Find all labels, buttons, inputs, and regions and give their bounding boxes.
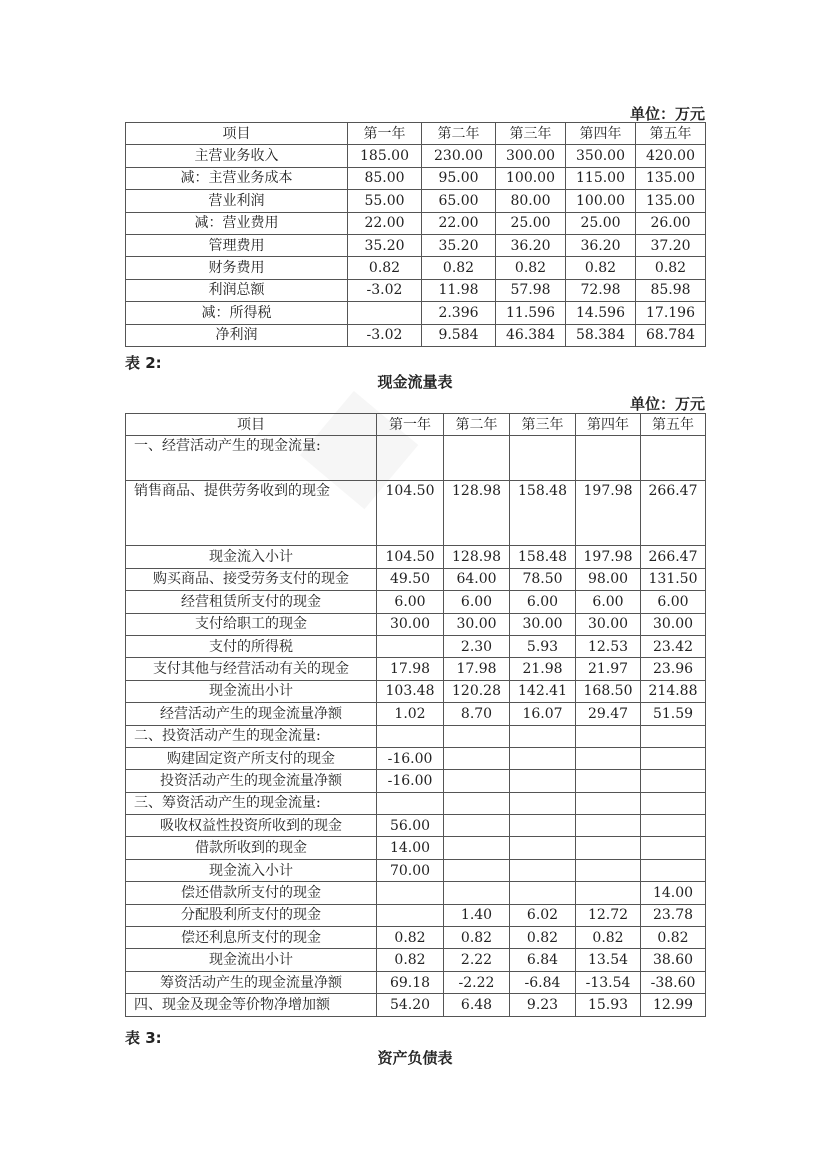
- cell-year-4: 58.384: [566, 324, 636, 346]
- cell-year-5: 38.60: [641, 949, 706, 971]
- cell-year-1: 104.50: [377, 546, 444, 568]
- cell-year-2: [444, 792, 510, 814]
- header-year-2: 第二年: [444, 414, 510, 436]
- table-row: [126, 949, 706, 971]
- row-label: 主营业务收入: [126, 145, 348, 167]
- cell-year-5: -38.60: [641, 971, 706, 993]
- cell-year-3: 57.98: [496, 279, 566, 301]
- row-label: 一、经营活动产生的现金流量:: [126, 436, 377, 481]
- row-label: 净利润: [126, 324, 348, 346]
- cell-year-2: 128.98: [444, 481, 510, 546]
- cell-year-2: 30.00: [444, 613, 510, 635]
- header-year-1: 第一年: [377, 414, 444, 436]
- cell-year-5: [641, 815, 706, 837]
- cell-year-1: 0.82: [377, 927, 444, 949]
- cell-year-5: 30.00: [641, 613, 706, 635]
- row-label: 财务费用: [126, 257, 348, 279]
- row-label: 现金流出小计: [126, 680, 377, 702]
- cell-year-1: 0.82: [377, 949, 444, 971]
- table-row: [126, 792, 706, 814]
- row-label: 三、筹资活动产生的现金流量:: [126, 792, 377, 814]
- cell-year-1: -3.02: [348, 324, 422, 346]
- row-label: 二、投资活动产生的现金流量:: [126, 725, 377, 747]
- row-label: 销售商品、提供劳务收到的现金: [126, 481, 377, 546]
- cell-year-2: 2.22: [444, 949, 510, 971]
- header-year-4: 第四年: [566, 123, 636, 145]
- cell-year-1: 0.82: [348, 257, 422, 279]
- cell-year-1: -16.00: [377, 770, 444, 792]
- cell-year-5: 0.82: [641, 927, 706, 949]
- table-row: [126, 703, 706, 725]
- row-label: 经营租赁所支付的现金: [126, 591, 377, 613]
- cell-year-5: 14.00: [641, 882, 706, 904]
- cell-year-3: 11.596: [496, 302, 566, 324]
- header-item: 项目: [126, 414, 377, 436]
- table-row: [126, 658, 706, 680]
- table3-title: 资产负债表: [377, 1049, 453, 1067]
- cell-year-4: 30.00: [576, 613, 641, 635]
- cell-year-4: [576, 770, 641, 792]
- cell-year-1: 54.20: [377, 994, 444, 1016]
- cell-year-3: 21.98: [510, 658, 576, 680]
- row-label: 借款所收到的现金: [126, 837, 377, 859]
- cell-year-2: 64.00: [444, 568, 510, 590]
- cell-year-2: 230.00: [422, 145, 496, 167]
- cell-year-3: 9.23: [510, 994, 576, 1016]
- table-row: [126, 234, 706, 256]
- cell-year-5: 266.47: [641, 546, 706, 568]
- cell-year-3: [510, 837, 576, 859]
- cell-year-1: 22.00: [348, 212, 422, 234]
- cell-year-2: 0.82: [444, 927, 510, 949]
- cell-year-2: 120.28: [444, 680, 510, 702]
- cell-year-5: [641, 436, 706, 481]
- cell-year-4: [576, 436, 641, 481]
- cell-year-4: 6.00: [576, 591, 641, 613]
- cell-year-4: 72.98: [566, 279, 636, 301]
- row-label: 四、现金及现金等价物净增加额: [126, 994, 377, 1016]
- table-row: [126, 770, 706, 792]
- table-row: [126, 257, 706, 279]
- cell-year-2: 2.30: [444, 635, 510, 657]
- cell-year-4: 15.93: [576, 994, 641, 1016]
- row-label: 投资活动产生的现金流量净额: [126, 770, 377, 792]
- row-label: 减：营业费用: [126, 212, 348, 234]
- cell-year-1: 85.00: [348, 167, 422, 189]
- cell-year-4: [576, 725, 641, 747]
- cell-year-3: 0.82: [510, 927, 576, 949]
- cell-year-2: [444, 436, 510, 481]
- cell-year-4: [576, 837, 641, 859]
- cell-year-5: [641, 747, 706, 769]
- table-row: [126, 568, 706, 590]
- row-label: 营业利润: [126, 190, 348, 212]
- table-row: [126, 436, 706, 481]
- cell-year-3: 6.00: [510, 591, 576, 613]
- cell-year-5: [641, 837, 706, 859]
- header-year-1: 第一年: [348, 123, 422, 145]
- cell-year-1: [377, 635, 444, 657]
- cell-year-2: 1.40: [444, 904, 510, 926]
- header-item: 项目: [126, 123, 348, 145]
- cell-year-1: 49.50: [377, 568, 444, 590]
- table-row: [126, 145, 706, 167]
- cell-year-5: 12.99: [641, 994, 706, 1016]
- table-row: [126, 859, 706, 881]
- cell-year-4: 36.20: [566, 234, 636, 256]
- cell-year-4: 197.98: [576, 481, 641, 546]
- cell-year-2: 95.00: [422, 167, 496, 189]
- cell-year-3: 30.00: [510, 613, 576, 635]
- row-label: 分配股利所支付的现金: [126, 904, 377, 926]
- cell-year-1: 103.48: [377, 680, 444, 702]
- cell-year-5: 85.98: [636, 279, 706, 301]
- cell-year-3: 25.00: [496, 212, 566, 234]
- cash-flow-table: [125, 413, 706, 1017]
- cell-year-1: [377, 436, 444, 481]
- row-label: 购建固定资产所支付的现金: [126, 747, 377, 769]
- table-row: [126, 591, 706, 613]
- cell-year-3: 100.00: [496, 167, 566, 189]
- cell-year-2: 9.584: [422, 324, 496, 346]
- cell-year-4: 0.82: [566, 257, 636, 279]
- table-row: [126, 747, 706, 769]
- cell-year-4: 350.00: [566, 145, 636, 167]
- cell-year-3: 78.50: [510, 568, 576, 590]
- cell-year-1: -16.00: [377, 747, 444, 769]
- cell-year-4: 12.72: [576, 904, 641, 926]
- table-row: [126, 190, 706, 212]
- header-year-3: 第三年: [496, 123, 566, 145]
- table-row: [126, 815, 706, 837]
- cell-year-5: 26.00: [636, 212, 706, 234]
- cell-year-4: 0.82: [576, 927, 641, 949]
- cell-year-5: 420.00: [636, 145, 706, 167]
- cell-year-1: [348, 302, 422, 324]
- cell-year-1: 14.00: [377, 837, 444, 859]
- cell-year-4: [576, 792, 641, 814]
- table-row: [126, 546, 706, 568]
- table-row: [126, 882, 706, 904]
- cell-year-5: [641, 792, 706, 814]
- header-year-4: 第四年: [576, 414, 641, 436]
- cell-year-5: 37.20: [636, 234, 706, 256]
- cell-year-1: 56.00: [377, 815, 444, 837]
- cell-year-2: [444, 725, 510, 747]
- table-row: [126, 613, 706, 635]
- cell-year-1: -3.02: [348, 279, 422, 301]
- row-label: 利润总额: [126, 279, 348, 301]
- row-label: 减：所得税: [126, 302, 348, 324]
- cell-year-4: 168.50: [576, 680, 641, 702]
- cell-year-5: [641, 859, 706, 881]
- cell-year-2: -2.22: [444, 971, 510, 993]
- row-label: 经营活动产生的现金流量净额: [126, 703, 377, 725]
- table-row: [126, 212, 706, 234]
- cell-year-3: [510, 859, 576, 881]
- cell-year-1: 104.50: [377, 481, 444, 546]
- cell-year-3: 300.00: [496, 145, 566, 167]
- table-row: [126, 680, 706, 702]
- cell-year-3: [510, 792, 576, 814]
- cell-year-4: 14.596: [566, 302, 636, 324]
- cell-year-2: [444, 837, 510, 859]
- table-row: [126, 927, 706, 949]
- cell-year-3: [510, 882, 576, 904]
- cell-year-1: 35.20: [348, 234, 422, 256]
- cell-year-2: 17.98: [444, 658, 510, 680]
- cell-year-2: 11.98: [422, 279, 496, 301]
- cell-year-4: 98.00: [576, 568, 641, 590]
- cell-year-1: 6.00: [377, 591, 444, 613]
- cell-year-3: 16.07: [510, 703, 576, 725]
- cell-year-2: [444, 882, 510, 904]
- cell-year-5: 131.50: [641, 568, 706, 590]
- cell-year-4: 13.54: [576, 949, 641, 971]
- cell-year-1: 185.00: [348, 145, 422, 167]
- cell-year-3: 36.20: [496, 234, 566, 256]
- cell-year-2: [444, 859, 510, 881]
- row-label: 筹资活动产生的现金流量净额: [126, 971, 377, 993]
- row-label: 现金流入小计: [126, 546, 377, 568]
- cell-year-2: 6.48: [444, 994, 510, 1016]
- table-row: [126, 725, 706, 747]
- cell-year-1: [377, 904, 444, 926]
- cell-year-3: 6.84: [510, 949, 576, 971]
- cell-year-4: 12.53: [576, 635, 641, 657]
- cell-year-4: 21.97: [576, 658, 641, 680]
- cell-year-1: [377, 725, 444, 747]
- table-row: [126, 167, 706, 189]
- income-statement-table: [125, 122, 706, 347]
- table-row: [126, 971, 706, 993]
- row-label: 现金流入小计: [126, 859, 377, 881]
- cell-year-5: 23.96: [641, 658, 706, 680]
- cell-year-5: 135.00: [636, 167, 706, 189]
- cell-year-2: [444, 815, 510, 837]
- header-year-5: 第五年: [641, 414, 706, 436]
- cell-year-5: [641, 725, 706, 747]
- cell-year-5: 214.88: [641, 680, 706, 702]
- cell-year-2: 128.98: [444, 546, 510, 568]
- cell-year-5: 6.00: [641, 591, 706, 613]
- cell-year-4: [576, 815, 641, 837]
- cell-year-5: 135.00: [636, 190, 706, 212]
- header-year-5: 第五年: [636, 123, 706, 145]
- cell-year-2: 0.82: [422, 257, 496, 279]
- cell-year-5: 0.82: [636, 257, 706, 279]
- cell-year-4: 25.00: [566, 212, 636, 234]
- table2-label: 表 2:: [125, 354, 162, 372]
- cell-year-1: [377, 792, 444, 814]
- table-row: [126, 324, 706, 346]
- cell-year-1: 69.18: [377, 971, 444, 993]
- table2-unit: 单位：万元: [629, 395, 705, 413]
- cell-year-3: 80.00: [496, 190, 566, 212]
- cell-year-4: -13.54: [576, 971, 641, 993]
- row-label: 吸收权益性投资所收到的现金: [126, 815, 377, 837]
- table-row: [126, 481, 706, 546]
- cell-year-3: 46.384: [496, 324, 566, 346]
- cell-year-3: [510, 436, 576, 481]
- cell-year-3: [510, 815, 576, 837]
- cell-year-2: 22.00: [422, 212, 496, 234]
- cell-year-4: [576, 747, 641, 769]
- header-year-3: 第三年: [510, 414, 576, 436]
- cell-year-3: 6.02: [510, 904, 576, 926]
- cell-year-3: [510, 770, 576, 792]
- table-row: [126, 837, 706, 859]
- cell-year-3: 5.93: [510, 635, 576, 657]
- cell-year-1: 55.00: [348, 190, 422, 212]
- cell-year-3: 142.41: [510, 680, 576, 702]
- cell-year-5: 17.196: [636, 302, 706, 324]
- cell-year-5: 23.42: [641, 635, 706, 657]
- cell-year-5: 23.78: [641, 904, 706, 926]
- cell-year-1: 30.00: [377, 613, 444, 635]
- cell-year-1: [377, 882, 444, 904]
- cell-year-4: 29.47: [576, 703, 641, 725]
- cell-year-1: 1.02: [377, 703, 444, 725]
- cell-year-5: 68.784: [636, 324, 706, 346]
- cell-year-4: 100.00: [566, 190, 636, 212]
- row-label: 支付的所得税: [126, 635, 377, 657]
- cell-year-2: [444, 747, 510, 769]
- cell-year-1: 17.98: [377, 658, 444, 680]
- row-label: 支付其他与经营活动有关的现金: [126, 658, 377, 680]
- row-label: 购买商品、接受劳务支付的现金: [126, 568, 377, 590]
- cell-year-5: [641, 770, 706, 792]
- cell-year-2: 6.00: [444, 591, 510, 613]
- row-label: 管理费用: [126, 234, 348, 256]
- cell-year-1: 70.00: [377, 859, 444, 881]
- table1-unit: 单位：万元: [629, 105, 705, 123]
- table-row: [126, 994, 706, 1016]
- table-row: [126, 279, 706, 301]
- cell-year-4: 115.00: [566, 167, 636, 189]
- table2-title: 现金流量表: [377, 373, 453, 391]
- cell-year-3: 158.48: [510, 546, 576, 568]
- cell-year-2: 65.00: [422, 190, 496, 212]
- cell-year-3: 0.82: [496, 257, 566, 279]
- cell-year-5: 266.47: [641, 481, 706, 546]
- row-label: 支付给职工的现金: [126, 613, 377, 635]
- header-year-2: 第二年: [422, 123, 496, 145]
- cell-year-4: 197.98: [576, 546, 641, 568]
- cell-year-3: -6.84: [510, 971, 576, 993]
- row-label: 减：主营业务成本: [126, 167, 348, 189]
- cell-year-3: [510, 747, 576, 769]
- cell-year-3: [510, 725, 576, 747]
- table-row: [126, 302, 706, 324]
- cell-year-5: 51.59: [641, 703, 706, 725]
- table-row: [126, 635, 706, 657]
- cell-year-2: 35.20: [422, 234, 496, 256]
- cell-year-4: [576, 882, 641, 904]
- row-label: 偿还借款所支付的现金: [126, 882, 377, 904]
- cell-year-2: 2.396: [422, 302, 496, 324]
- cell-year-4: [576, 859, 641, 881]
- row-label: 偿还利息所支付的现金: [126, 927, 377, 949]
- table-row: [126, 904, 706, 926]
- table3-label: 表 3:: [125, 1029, 162, 1047]
- row-label: 现金流出小计: [126, 949, 377, 971]
- cell-year-2: 8.70: [444, 703, 510, 725]
- cell-year-2: [444, 770, 510, 792]
- cell-year-3: 158.48: [510, 481, 576, 546]
